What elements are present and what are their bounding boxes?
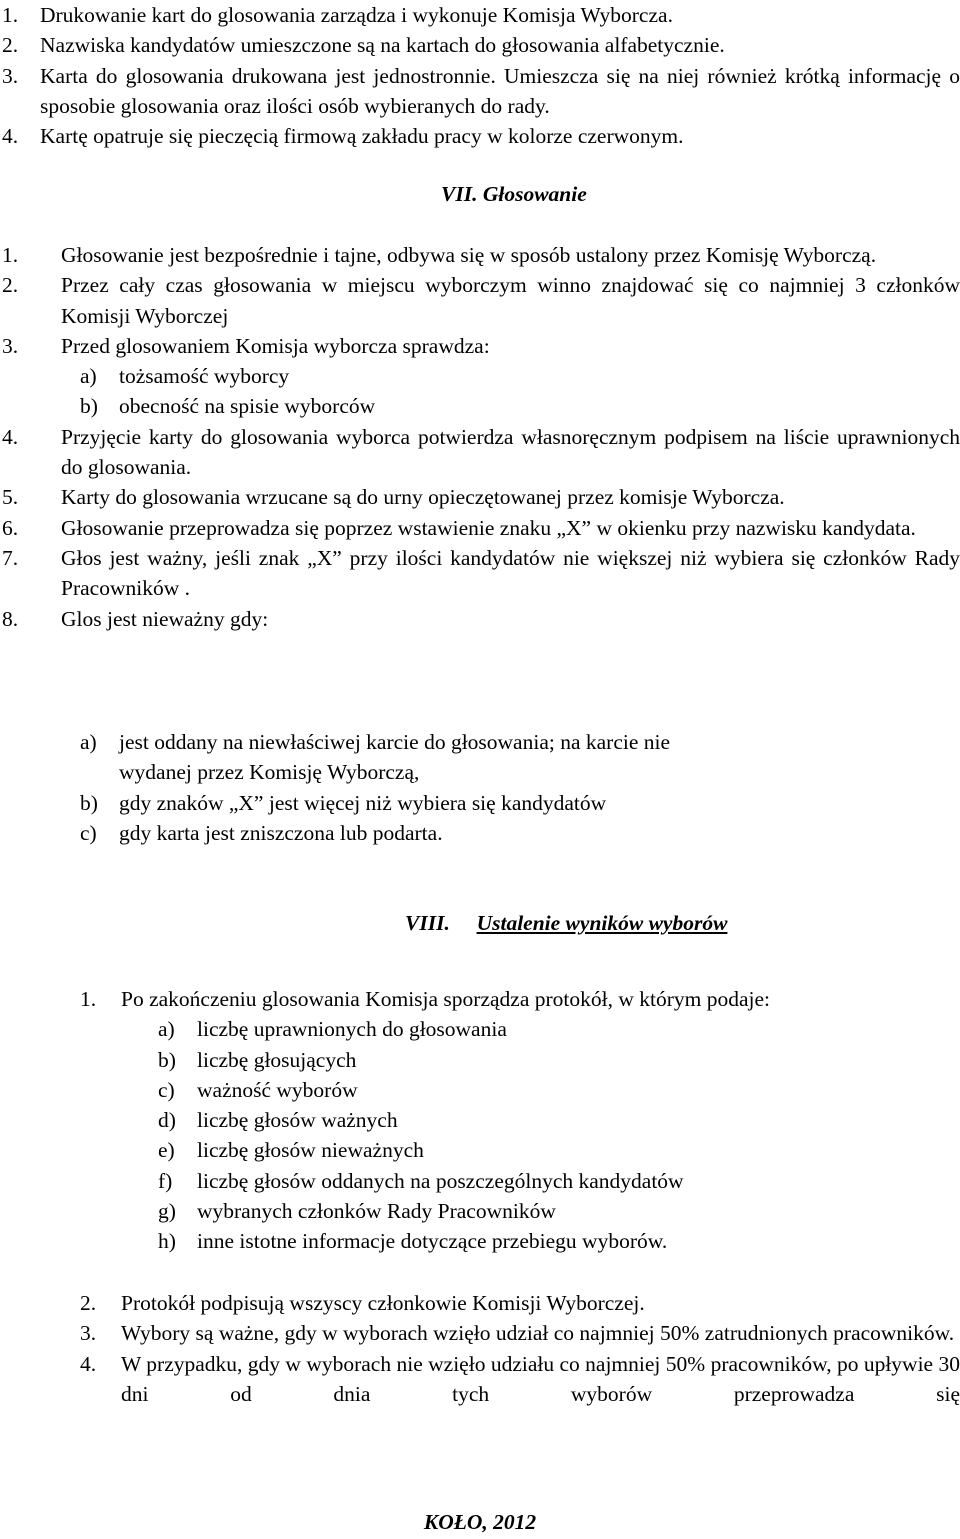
- protocol-field: [158, 1105, 960, 1135]
- rule-item: [0, 422, 960, 483]
- item-text: ważność wyborów: [197, 1077, 358, 1102]
- top-list-item: [0, 121, 960, 151]
- item-letter: b): [80, 394, 98, 419]
- item-number: 1.: [2, 243, 19, 267]
- results-list-continued: [80, 1288, 960, 1409]
- protocol-field: [158, 1045, 960, 1075]
- section-heading: VII. Głosowanie: [441, 182, 587, 206]
- top-list-item: [0, 0, 960, 30]
- item-number: 2.: [2, 273, 19, 298]
- item-letter: g): [158, 1199, 176, 1224]
- footer-place-date: KOŁO, 2012: [423, 1510, 537, 1534]
- item-letter: a): [80, 730, 97, 754]
- results-item: [80, 1288, 960, 1318]
- item-text: wybranych członków Rady Pracowników: [197, 1199, 556, 1224]
- item-text: Głosowanie jest bezpośrednie i tajne, odbywa się w sposób ustalony przez Komisję Wyborczą.: [61, 243, 877, 267]
- rule-item: [0, 482, 960, 512]
- item-text: gdy karta jest zniszczona lub podarta.: [119, 820, 443, 845]
- item-text: liczbę głosów oddanych na poszczególnych kandydatów: [197, 1168, 684, 1193]
- item-letter: e): [158, 1138, 175, 1163]
- item-number: 3.: [2, 63, 19, 88]
- item-text: liczbę głosów nieważnych: [197, 1138, 424, 1163]
- item-text: jest oddany na niewłaściwej karcie do głosowania; na karcie nie wydanej przez Komisję Wyborczą,: [119, 730, 671, 785]
- item-number: 4.: [2, 124, 19, 149]
- section-title: Ustalenie wyników wyborów: [476, 911, 728, 935]
- item-letter: d): [158, 1108, 176, 1133]
- protocol-field: [158, 1226, 960, 1256]
- item-text: Nazwiska kandydatów umieszczone są na kartach do głosowania alfabetycznie.: [40, 33, 725, 58]
- check-item: [80, 391, 960, 421]
- item-text: tożsamość wyborcy: [119, 364, 290, 389]
- protocol-field: [158, 1014, 960, 1044]
- item-letter: c): [80, 820, 97, 845]
- results-item: [80, 984, 960, 1257]
- rule-item: [0, 331, 960, 422]
- item-text: Wybory są ważne, gdy w wyborach wzięło udział co najmniej 50% zatrudnionych pracowników.: [121, 1321, 955, 1346]
- item-text: liczbę głosujących: [197, 1047, 357, 1072]
- voting-rules-list: [0, 240, 960, 634]
- item-text: Przez cały czas głosowania w miejscu wyborczym winno znajdować się co najmniej 3 członków Komisji Wyborczej: [61, 273, 960, 328]
- top-list: [0, 0, 960, 151]
- item-text: Protokół podpisują wszyscy członkowie Komisji Wyborczej.: [121, 1291, 645, 1315]
- item-text: Glos jest nieważny gdy:: [61, 606, 269, 631]
- results-item: [80, 1349, 960, 1410]
- item-text: Głosowanie przeprowadza się poprzez wstawienie znaku „X” w okienku przy nazwisku kandydata.: [61, 515, 916, 540]
- item-number: 8.: [2, 606, 19, 631]
- check-item: [80, 361, 960, 391]
- rule-item: [0, 543, 960, 604]
- rule-item: [0, 604, 960, 634]
- item-letter: c): [158, 1077, 175, 1102]
- item-letter: h): [158, 1229, 176, 1254]
- item-text: Po zakończeniu glosowania Komisja sporządza protokół, w którym podaje:: [121, 987, 771, 1011]
- item-number: 1.: [2, 3, 19, 27]
- invalid-vote-conditions: [80, 727, 720, 848]
- item-number: 2.: [80, 1291, 97, 1315]
- protocol-field: [158, 1196, 960, 1226]
- rule-item: [0, 513, 960, 543]
- condition-item: [80, 788, 720, 818]
- rule-item: [0, 240, 960, 270]
- protocol-field: [158, 1075, 960, 1105]
- top-list-item: [0, 61, 960, 122]
- item-letter: a): [80, 364, 97, 389]
- results-list: [80, 984, 960, 1257]
- item-letter: b): [158, 1047, 176, 1072]
- section-heading: [405, 908, 727, 938]
- item-text: inne istotne informacje dotyczące przebiegu wyborów.: [197, 1229, 668, 1254]
- item-letter: a): [158, 1017, 175, 1042]
- item-number: 3.: [80, 1321, 97, 1346]
- item-number: 7.: [2, 545, 19, 570]
- item-number: 5.: [2, 485, 19, 510]
- rule-item: [0, 270, 960, 331]
- item-number: 3.: [2, 333, 19, 358]
- condition-item: [80, 818, 720, 848]
- section-number: VIII.: [405, 911, 450, 935]
- top-list-item: [0, 30, 960, 60]
- item-text: liczbę głosów ważnych: [197, 1108, 398, 1133]
- item-text: Głos jest ważny, jeśli znak „X” przy ilości kandydatów nie większej niż wybiera się członków Rady Pracowników .: [61, 545, 960, 601]
- item-text: Przyjęcie karty do glosowania wyborca potwierdza własnoręcznym podpisem na liście uprawnionych do glosowania.: [61, 424, 960, 480]
- condition-item: [80, 727, 720, 788]
- protocol-field: [158, 1166, 960, 1196]
- item-text: Karty do glosowania wrzucane są do urny opieczętowanej przez komisje Wyborcza.: [61, 485, 785, 510]
- protocol-field: [158, 1135, 960, 1165]
- item-text: liczbę uprawnionych do głosowania: [197, 1017, 507, 1042]
- item-number: 4.: [80, 1351, 97, 1376]
- item-letter: b): [80, 790, 98, 815]
- item-text: Przed glosowaniem Komisja wyborcza sprawdza:: [61, 333, 490, 358]
- item-number: 2.: [2, 33, 19, 58]
- item-number: 1.: [80, 987, 97, 1011]
- item-letter: f): [158, 1168, 173, 1193]
- item-number: 4.: [2, 424, 19, 449]
- item-number: 6.: [2, 515, 19, 540]
- item-text: gdy znaków „X” jest więcej niż wybiera się kandydatów: [119, 790, 607, 815]
- results-item: [80, 1318, 960, 1348]
- item-text: Karta do glosowania drukowana jest jednostronnie. Umieszcza się na niej również krótką informację o sposobie glosowania oraz ilości osób wybieranych do rady.: [40, 63, 960, 118]
- item-text: Kartę opatruje się pieczęcią firmową zakładu pracy w kolorze czerwonym.: [40, 124, 684, 149]
- item-text: W przypadku, gdy w wyborach nie wzięło udziału co najmniej 50% pracowników, po upływie 30 dni od dnia tych wyborów przeprowadza się: [121, 1351, 960, 1406]
- item-text: obecność na spisie wyborców: [119, 394, 376, 419]
- item-text: Drukowanie kart do glosowania zarządza i wykonuje Komisja Wyborcza.: [40, 3, 673, 27]
